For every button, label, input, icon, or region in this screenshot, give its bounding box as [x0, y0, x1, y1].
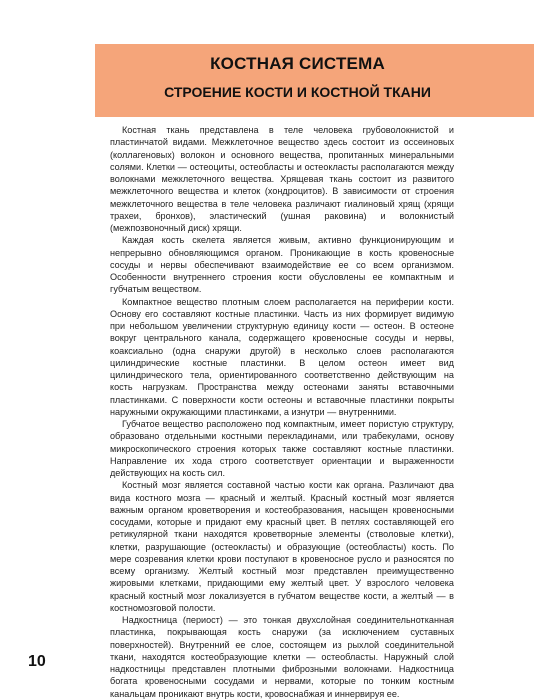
paragraph-compact-substance: Компактное вещество плотным слоем располагается на периферии кости. Основу его составляют костные пластинки. Часть из них формирует видимую при небольшом увеличении структурную единицу кости — остеон. В остеоне вокруг центрального канала, содержащего кровеносные сосуды и нервы, коаксиально (одна снаружи другой) в несколько слоев располагаются цилиндрические костные пластинки. В целом остеон имеет вид цилиндрического тела, ориентированного соответственно действующим на кость нагрузкам. Пространства между остеонами заняты вставочными пластинками. С поверхности кости остеоны и вставочные пластинки покрыты наружными окружающими пластинками, а изнутри — внутренними.	[110, 296, 454, 417]
paragraph-bone-marrow: Костный мозг является составной частью кости как органа. Различают два вида костного мозга — красный и желтый. Красный костный мозг является важным органом кроветворения и костеобразования, насыщен кровеносными сосудами, которые и придают ему красный цвет. В петлях составляющей его ретикулярной ткани находятся кроветворные элементы (стволовые клетки), клетки, разрушающие (остеокласты) и образующие (остеобласты) кость. По мере созревания клетки крови поступают в кровеносное русло и разносятся по всему организму. Желтый костный мозг представлен преимущественно жировыми клетками, придающими ему желтый цвет. У взрослого человека красный костный мозг локализуется в губчатом веществе кости, а желтый — в костномозговой полости.	[110, 480, 454, 613]
page-number: 10	[28, 653, 46, 670]
page-subtitle: СТРОЕНИЕ КОСТИ И КОСТНОЙ ТКАНИ	[164, 84, 431, 100]
body-text	[110, 124, 454, 700]
paragraph-bone-organ: Каждая кость скелета является живым, активно функционирующим и непрерывно обновляющимся органом. Проникающие в кость кровеносные сосуды и нервы обеспечивают взаимодействие ее со всем организмом. Особенности внутреннего строения кости обусловлены ее компактным и губчатым веществом.	[110, 235, 454, 295]
paragraph-periosteum: Надкостница (периост) — это тонкая двухслойная соединительнотканная пластинка, покрывающая кость снаружи (за исключением суставных поверхностей). Внутренний ее слое, состоящем из рыхлой соединительной ткани, находятся костеобразующие клетки — остеобласты. Наружный слой надкостницы представлен плотными фиброзными волокнами. Надкостница богата кровеносными сосудами и нервами, которые по тонким костным канальцам проникают внутрь кости, кровоснабжая и иннервируя ее.	[110, 615, 454, 699]
paragraph-spongy-substance: Губчатое вещество расположено под компактным, имеет пористую структуру, образовано отдельными костными перекладинами, или трабекулами, основу микроскопического строения которых также составляют костные пластинки. Направление их хода строго соответствует ориентации и выраженности действующих на кость сил.	[110, 419, 454, 478]
page-title: КОСТНАЯ СИСТЕМА	[210, 54, 385, 73]
paragraph-bone-tissue: Костная ткань представлена в теле человека грубоволокнистой и пластинчатой видами. Межклеточное вещество здесь состоит из оссеиновых (коллагеновых) волокон и основного вещества, пропитанных минеральными солями. Клетки — остеоциты, остеобласты и остеокласты располагаются между волокнами межклеточного вещества. Хрящевая ткань состоит из развитого межклеточного вещества и клеток (хондроцитов). В зависимости от строения межклеточного вещества в теле человека различают гиалиновый хрящ (хрящи трахеи, бронхов), эластический (ушная раковина) и волокнистый (межпозвоночный диск) хрящи.	[110, 125, 454, 233]
